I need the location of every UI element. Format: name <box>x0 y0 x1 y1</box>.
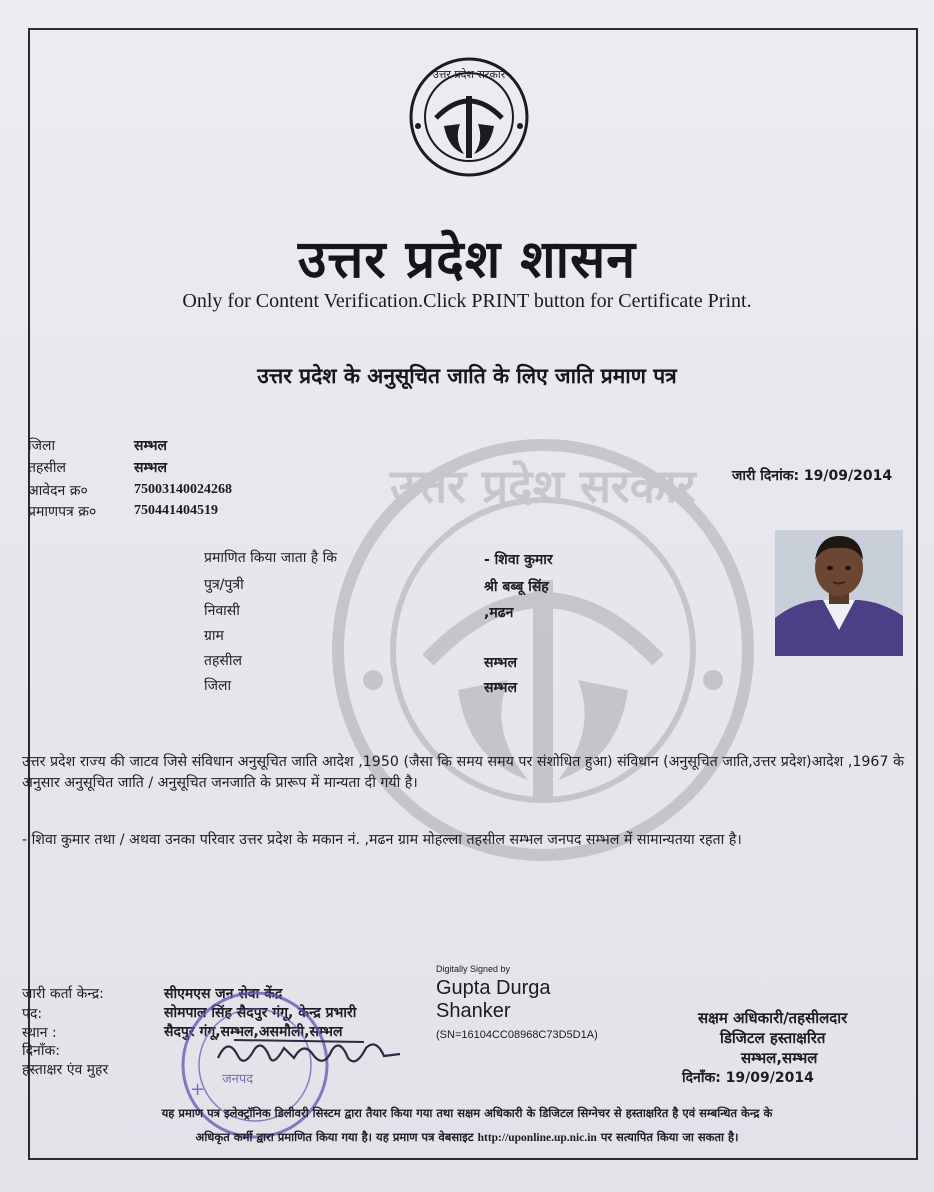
up-govt-emblem-icon <box>404 56 534 178</box>
authority-signed: डिजिटल हस्ताक्षरित <box>720 1029 826 1047</box>
post-value: सोमपाल सिंह सैदपुर गंगू, केन्द्र प्रभारी <box>164 1005 357 1021</box>
tehsil-value: सम्भल <box>134 460 167 476</box>
footer-line-1: यह प्रमाण पत्र इलेक्ट्रॉनिक डिलीवरी सिस्टम द्वारा तैयार किया गया तथा सक्षम अधिकारी के डिजिटल सिग्नेचर से हस्ताक्षरित है एवं सम्बन्धित केन्द्र के <box>161 1106 773 1120</box>
watermark-emblem-icon <box>318 430 768 870</box>
signature-seal-label: हस्ताक्षर एंव मुहर <box>22 1062 109 1078</box>
residence-paragraph: - शिवा कुमार तथा / अथवा उनका परिवार उत्तर प्रदेश के मकान नं. ,मढन ग्राम मोहल्ला तहसील सम्भल जनपद सम्भल में सामान्यतया रहता है। <box>22 832 742 848</box>
authority-date: दिनाँक: 19/09/2014 <box>682 1070 814 1086</box>
digital-signer-name-line2: Shanker <box>436 1000 511 1022</box>
district-value: सम्भल <box>134 438 167 454</box>
certified-label: प्रमाणित किया जाता है कि <box>204 550 338 566</box>
authority-location: सम्भल,सम्भल <box>741 1049 818 1067</box>
certificate-number-value: 750441404519 <box>134 503 218 518</box>
watermark-text: उत्तर प्रदेश सरकार <box>390 459 696 513</box>
stamp-text: जनपद <box>222 1072 254 1087</box>
verification-url-link[interactable]: http://uponline.up.nic.in <box>477 1132 597 1144</box>
digital-signature-serial: (SN=16104CC08968C73D5D1A) <box>436 1029 598 1041</box>
certificate-title: उत्तर प्रदेश के अनुसूचित जाति के लिए जाति प्रमाण पत्र <box>257 364 677 388</box>
caste-recognition-paragraph: उत्तर प्रदेश राज्य की जाटव जिसे संविधान अनुसूचित जाति आदेश ,1950 (जैसा कि समय समय पर संशोधित हुआ) संविधान (अनुसूचित जाति,उत्तर प्रदेश)आदेश ,1967 के अनुसार अनुसूचित जाति / अनुसूचित जनजाति के प्रारूप में मान्यता दी गयी है। <box>22 754 904 791</box>
place-label: स्थान : <box>22 1025 57 1041</box>
issuing-centre-label: जारी कर्ता केन्द्र: <box>22 986 104 1002</box>
handwritten-signature <box>214 1028 404 1078</box>
digital-signer-name-line1: Gupta Durga <box>436 977 551 999</box>
issue-date: जारी दिनांक: 19/09/2014 <box>732 468 893 484</box>
authority-designation: सक्षम अधिकारी/तहसीलदार <box>698 1009 848 1027</box>
applicant-photo <box>775 530 903 656</box>
application-number-label: आवेदन क्र० <box>28 483 88 499</box>
detail-tehsil-value: सम्भल <box>484 655 517 671</box>
footer-line-2 <box>0 1130 934 1145</box>
post-label: पद: <box>22 1006 43 1022</box>
footer-line-2-suffix: पर सत्यापित किया जा सकता है। <box>600 1130 739 1144</box>
application-number-value: 75003140024268 <box>134 482 232 497</box>
father-name: श्री बब्बू सिंह <box>484 579 549 595</box>
resident-label: निवासी <box>204 603 240 619</box>
detail-district-label: जिला <box>204 678 232 694</box>
footer-line-2-prefix: अधिकृत कर्मी द्वारा प्रमाणित किया गया है। यह प्रमाण पत्र वेबसाइट <box>195 1130 474 1144</box>
child-of-label: पुत्र/पुत्री <box>204 577 244 593</box>
detail-tehsil-label: तहसील <box>204 653 242 669</box>
village-label: ग्राम <box>204 628 224 644</box>
verification-note: Only for Content Verification.Click PRINT button for Certificate Print. <box>182 290 752 312</box>
resident-value: ,मढन <box>484 605 514 621</box>
emblem-text: उत्तर प्रदेश सरकार <box>432 68 506 81</box>
place-value: सैदपुर गंगू,सम्भल,असमौली,सम्भल <box>164 1024 343 1040</box>
digital-signature-caption: Digitally Signed by <box>436 964 511 974</box>
svg-text:+: + <box>190 1079 206 1100</box>
district-label: जिला <box>28 438 56 454</box>
government-heading: उत्तर प्रदेश शासन <box>297 230 637 290</box>
issuing-centre-value: सीएमएस जन सेवा केंद्र <box>164 986 283 1002</box>
tehsil-label: तहसील <box>28 460 66 476</box>
detail-district-value: सम्भल <box>484 680 517 696</box>
certificate-number-label: प्रमाणपत्र क्र० <box>28 504 97 520</box>
issuer-date-label: दिनाँक: <box>22 1043 60 1059</box>
applicant-name: - शिवा कुमार <box>484 552 553 568</box>
